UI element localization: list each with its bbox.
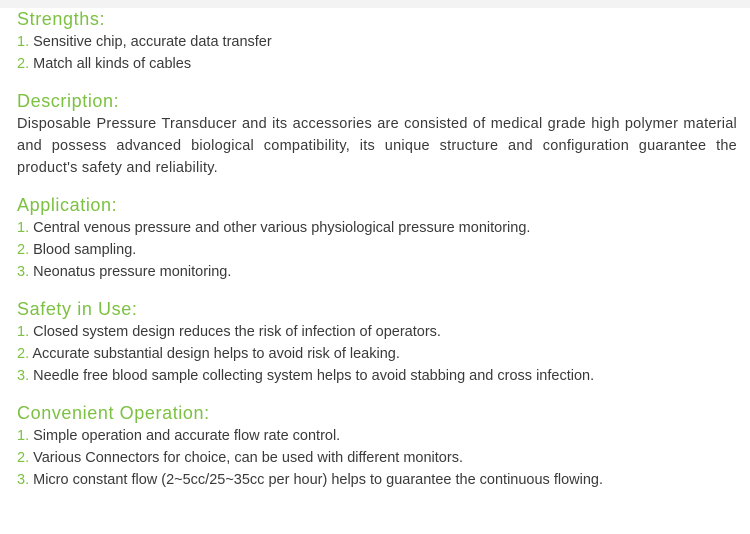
item-text: Neonatus pressure monitoring.: [33, 264, 232, 280]
list-item: [17, 321, 737, 343]
item-text: Sensitive chip, accurate data transfer: [33, 34, 272, 50]
item-number: 1.: [17, 34, 30, 50]
description-section: [17, 89, 737, 179]
item-text: Blood sampling.: [33, 242, 137, 258]
description-heading: Description:: [17, 91, 120, 111]
item-number: 2.: [17, 450, 30, 466]
description-paragraph: Disposable Pressure Transducer and its accessories are consisted of medical grade high polymer material and possess advanced biological compatibility, its unique structure and configuration guarantee the product's safety and reliability.: [17, 116, 737, 176]
item-number: 1.: [17, 220, 30, 236]
operation-section: [17, 401, 737, 491]
item-number: 3.: [17, 472, 30, 488]
list-item: [17, 425, 737, 447]
item-text: Simple operation and accurate flow rate control.: [33, 428, 341, 444]
item-number: 1.: [17, 428, 30, 444]
safety-list: [17, 321, 737, 387]
strengths-list: [17, 31, 737, 75]
list-item: [17, 31, 737, 53]
item-text: Central venous pressure and other various physiological pressure monitoring.: [33, 220, 531, 236]
operation-heading: Convenient Operation:: [17, 403, 210, 423]
application-heading: Application:: [17, 195, 118, 215]
list-item: [17, 239, 737, 261]
list-item: [17, 53, 737, 75]
item-text: Match all kinds of cables: [33, 56, 192, 72]
item-text: Closed system design reduces the risk of infection of operators.: [33, 324, 441, 340]
item-number: 2.: [17, 242, 30, 258]
item-text: Micro constant flow (2~5cc/25~35cc per hour) helps to guarantee the continuous flowing.: [33, 472, 603, 488]
item-text: Various Connectors for choice, can be used with different monitors.: [33, 450, 463, 466]
product-details: [17, 7, 737, 491]
strengths-heading: Strengths:: [17, 9, 106, 29]
list-item: [17, 447, 737, 469]
safety-section: [17, 297, 737, 387]
item-text: Accurate substantial design helps to avoid risk of leaking.: [32, 346, 400, 362]
item-number: 1.: [17, 324, 30, 340]
list-item: [17, 217, 737, 239]
item-text: Needle free blood sample collecting system helps to avoid stabbing and cross infection.: [33, 368, 595, 384]
item-number: 3.: [17, 264, 30, 280]
list-item: [17, 343, 737, 365]
item-number: 2.: [17, 56, 30, 72]
item-number: 3.: [17, 368, 30, 384]
list-item: [17, 365, 737, 387]
item-number: 2.: [17, 346, 30, 362]
operation-list: [17, 425, 737, 491]
list-item: [17, 261, 737, 283]
list-item: [17, 469, 737, 491]
application-section: [17, 193, 737, 283]
safety-heading: Safety in Use:: [17, 299, 138, 319]
strengths-section: [17, 7, 737, 75]
application-list: [17, 217, 737, 283]
